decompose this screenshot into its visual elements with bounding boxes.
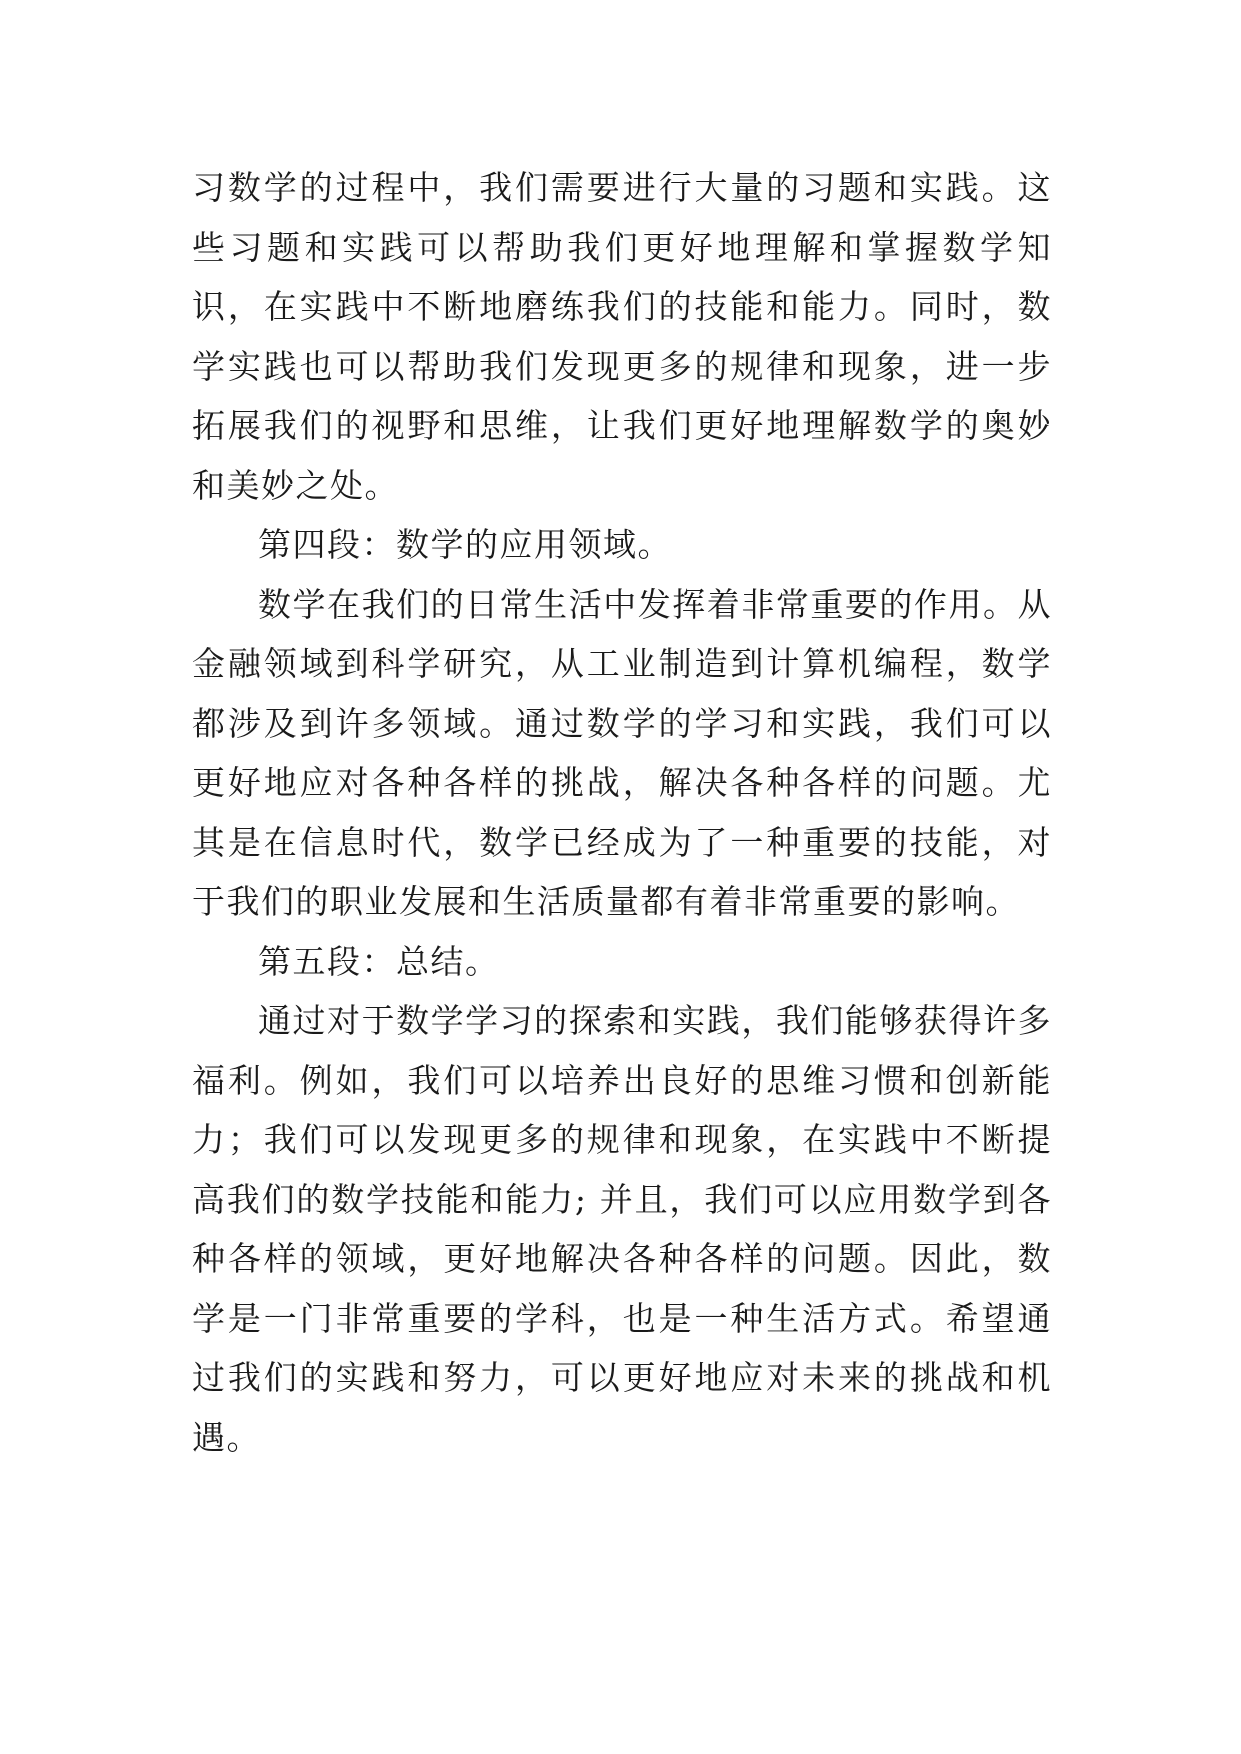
document-body	[192, 158, 1052, 1467]
section-heading-four: 第四段：数学的应用领域。	[258, 525, 672, 564]
paragraph-summary: 通过对于数学学习的探索和实践，我们能够获得许多福利。例如，我们可以培养出良好的思维习惯和创新能力；我们可以发现更多的规律和现象，在实践中不断提高我们的数学技能和能力; 并且，我们可以应用数学到各种各样的领域，更好地解决各种各样的问题。因此，数学是一门非常重要的学科，也是一种生活方式。希望通过我们的实践和努力，可以更好地应对未来的挑战和机遇。	[192, 1001, 1052, 1457]
paragraph-applications: 数学在我们的日常生活中发挥着非常重要的作用。从金融领域到科学研究，从工业制造到计算机编程，数学都涉及到许多领域。通过数学的学习和实践，我们可以更好地应对各种各样的挑战，解决各种各样的问题。尤其是在信息时代，数学已经成为了一种重要的技能，对于我们的职业发展和生活质量都有着非常重要的影响。	[192, 584, 1052, 921]
section-heading-five: 第五段：总结。	[258, 941, 500, 981]
paragraph-continuation: 习数学的过程中，我们需要进行大量的习题和实践。这些习题和实践可以帮助我们更好地理解和掌握数学知识，在实践中不断地磨练我们的技能和能力。同时，数学实践也可以帮助我们发现更多的规律和现象，进一步拓展我们的视野和思维，让我们更好地理解数学的奥妙和美妙之处。	[192, 168, 1052, 505]
